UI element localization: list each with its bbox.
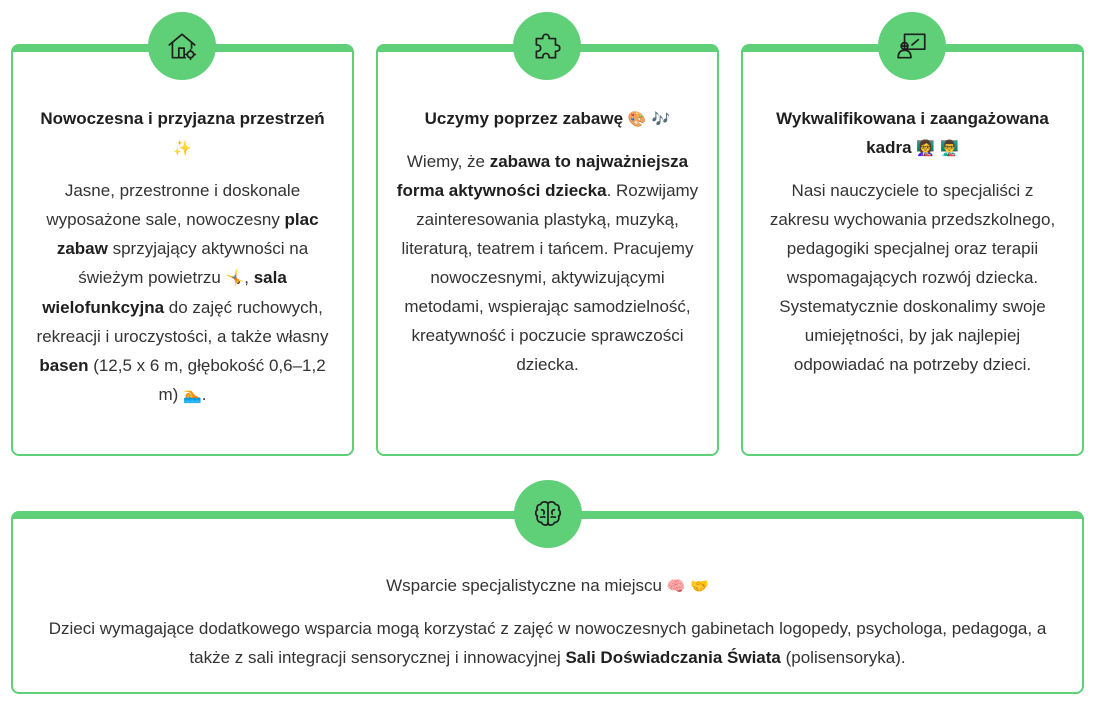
bold-segment: sala wielofunkcyjna [42,268,287,317]
brain-handshake-emoji: 🧠 🤝 [666,577,709,595]
text-segment: sprzyjający aktywności na świeżym powietrzu [78,239,309,287]
bold-segment: zabawa to najważniejsza forma aktywności dziecka [396,152,689,200]
card-title-text: Wykwalifikowana i zaangażowana kadra [776,109,1049,157]
card-description [396,147,699,379]
text-segment: (polisensoryka). [780,648,906,667]
swimmer-emoji: 🏊 [183,386,202,404]
brain-icon [514,480,582,548]
text-segment: Wiemy, że [406,152,490,171]
bold-segment: basen [39,356,89,375]
art-music-emoji: 🎨 🎶 [627,110,671,128]
text-segment: Dzieci wymagające dodatkowego wsparcia mogą korzystać z zajęć w nowoczesnych gabinetach logopedy, psychologa, pedagoga, a także z sali integracji sensorycznej i innowacyjnej [48,619,1047,667]
text-segment: do zajęć ruchowych, rekreacji i uroczystości, a także własny [36,298,329,346]
card-title [33,104,332,163]
feature-card-staff [741,44,1084,456]
text-segment: Jasne, przestronne i doskonale wyposażone sale, nowoczesny [46,181,301,229]
bold-segment: plac zabaw [56,210,319,258]
card-title [763,104,1062,163]
text-segment: , [244,268,254,287]
teachers-emoji: 👩‍🏫 👨‍🏫 [916,139,959,157]
text-segment: . [201,385,207,404]
card-description [761,176,1064,379]
feature-card-play [376,44,719,456]
card-title [398,104,697,134]
house-gear-icon [148,12,216,80]
card-title-text: Wsparcie specjalistyczne na miejscu [386,576,663,595]
text-segment: . Rozwijamy zainteresowania plastyką, muzyką, literaturą, teatrem i tańcem. Pracujemy nowoczesnymi, aktywizującymi metodami, wspierając samodzielność, kreatywność i poczucie sprawczości dziecka. [401,181,699,374]
text-segment: Nasi nauczyciele to specjaliści z zakresu wychowania przedszkolnego, pedagogiki specjalnej oraz terapii wspomagających rozwój dziecka. Systematycznie doskonalimy swoje umiejętności, by jak najlepiej odpowiadać na potrzeby dzieci. [769,181,1056,374]
teacher-board-icon [878,12,946,80]
text-segment: (12,5 x 6 m, głębokość 0,6–1,2 m) [88,356,326,404]
gymnast-emoji: 🤸 [225,269,245,287]
card-description [43,614,1052,672]
card-title-text: Nowoczesna i przyjazna przestrzeń [40,109,325,128]
feature-card-space [11,44,354,456]
bold-segment: Sali Doświadczania Świata [565,648,781,667]
card-title-text: Uczymy poprzez zabawę [424,109,624,128]
sparkles-emoji: ✨ [173,139,192,157]
card-title [13,571,1082,601]
puzzle-icon [513,12,581,80]
card-description [31,176,334,410]
